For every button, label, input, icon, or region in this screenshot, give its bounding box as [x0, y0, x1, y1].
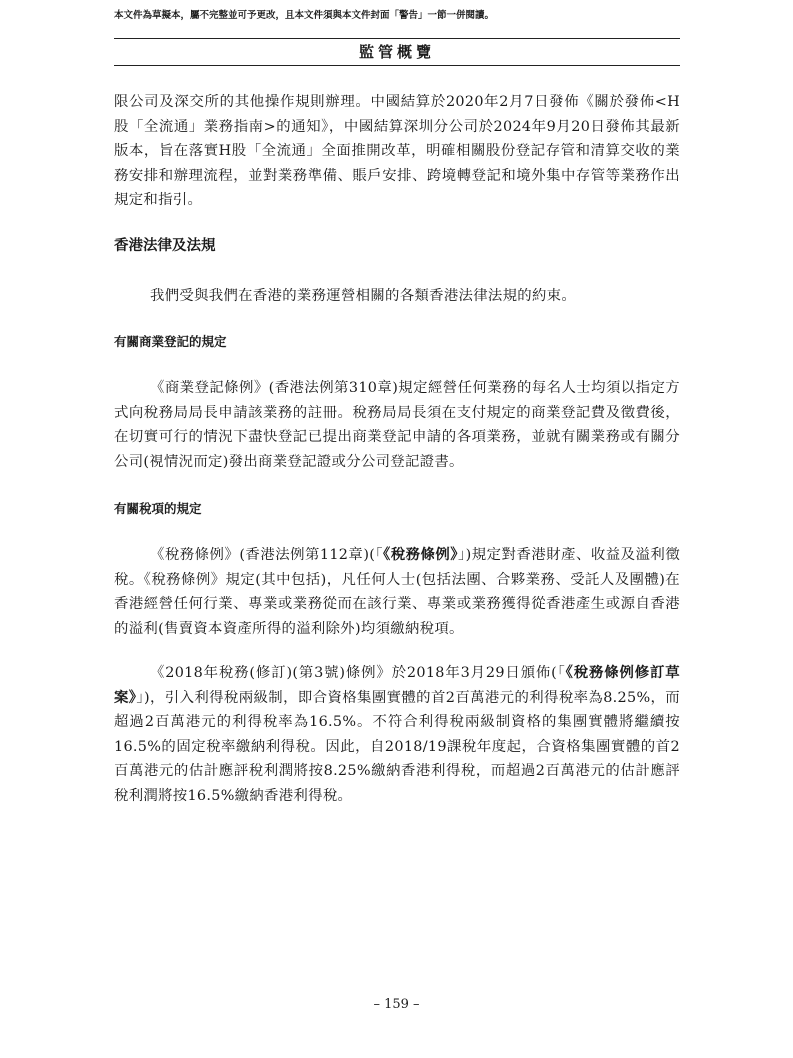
section-title: 監管概覽 [358, 43, 435, 61]
draft-disclaimer: 本文件為草擬本，屬不完整並可予更改，且本文件須與本文件封面「警告」一節一併閱讀。 [114, 10, 495, 21]
header-rule-bottom [114, 65, 680, 66]
heading-hk-laws: 香港法律及法規 [114, 238, 216, 254]
paragraph-tax-amendment [114, 661, 680, 808]
paragraph-continuation [114, 90, 680, 213]
paragraph-hk-laws [114, 284, 680, 309]
text-run: 」)規定對香港財產、收益及溢利徵稅。《稅務條例》規定(其中包括)，凡任何人士(包括法團、合夥業務、受託人及團體)在香港經營任何行業、專業或業務從而在該行業、專業或業務獲得從香港產生或源自香港的溢利(售賣資本資產所得的溢利除外)均須繳納稅項。 [114, 547, 681, 637]
defined-term: 《稅務條例修訂草案》 [114, 664, 680, 706]
paragraph-text [114, 543, 680, 641]
page-number: – 159 – [373, 997, 420, 1012]
defined-term: 《稅務條例》 [383, 546, 458, 563]
paragraph-tax-ordinance [114, 543, 680, 641]
text-run: 《2018年稅務(修訂)(第3號)條例》於2018年3月29日頒佈(「 [150, 665, 566, 681]
heading-business-registration: 有關商業登記的規定 [114, 334, 227, 349]
paragraph-text: 我們受與我們在香港的業務運營相關的各類香港法律法規的約束。 [150, 288, 577, 304]
paragraph-text [114, 661, 680, 808]
text-run: 《稅務條例》(香港法例第112章)(「 [150, 547, 384, 563]
heading-tax: 有關稅項的規定 [114, 501, 202, 516]
text-run: 」)，引入利得稅兩級制，即合資格集團實體的首2百萬港元的利得稅率為8.25%，而超過2百萬港元的利得稅率為16.5%。不符合利得稅兩級制資格的集團實體將繼續按16.5%的固定稅率繳納利得稅。因此，自2018/19課稅年度起，合資格集團實體的首2百萬港元的估計應評稅利潤將按8.25%繳納香港利得稅，而超過2百萬港元的估計應評稅利潤將按16.5%繳納香港利得稅。 [114, 689, 680, 804]
paragraph-business-registration [114, 376, 680, 474]
paragraph-text: 限公司及深交所的其他操作規則辦理。中國結算於2020年2月7日發佈《關於發佈<H股「全流通」業務指南>的通知》，中國結算深圳分公司於2024年9月20日發佈其最新版本，旨在落實H股「全流通」全面推開改革，明確相關股份登記存管和清算交收的業務安排和辦理流程，並對業務準備、賬戶安排、跨境轉登記和境外集中存管等業務作出規定和指引。 [114, 94, 680, 208]
paragraph-text: 《商業登記條例》(香港法例第310章)規定經營任何業務的每名人士均須以指定方式向稅務局局長申請該業務的註冊。稅務局局長須在支付規定的商業登記費及徵費後，在切實可行的情況下盡快登記已提出商業登記申請的各項業務，並就有關業務或有關分公司(視情況而定)發出商業登記證或分公司登記證書。 [114, 380, 680, 470]
header-rule-top [114, 38, 680, 39]
